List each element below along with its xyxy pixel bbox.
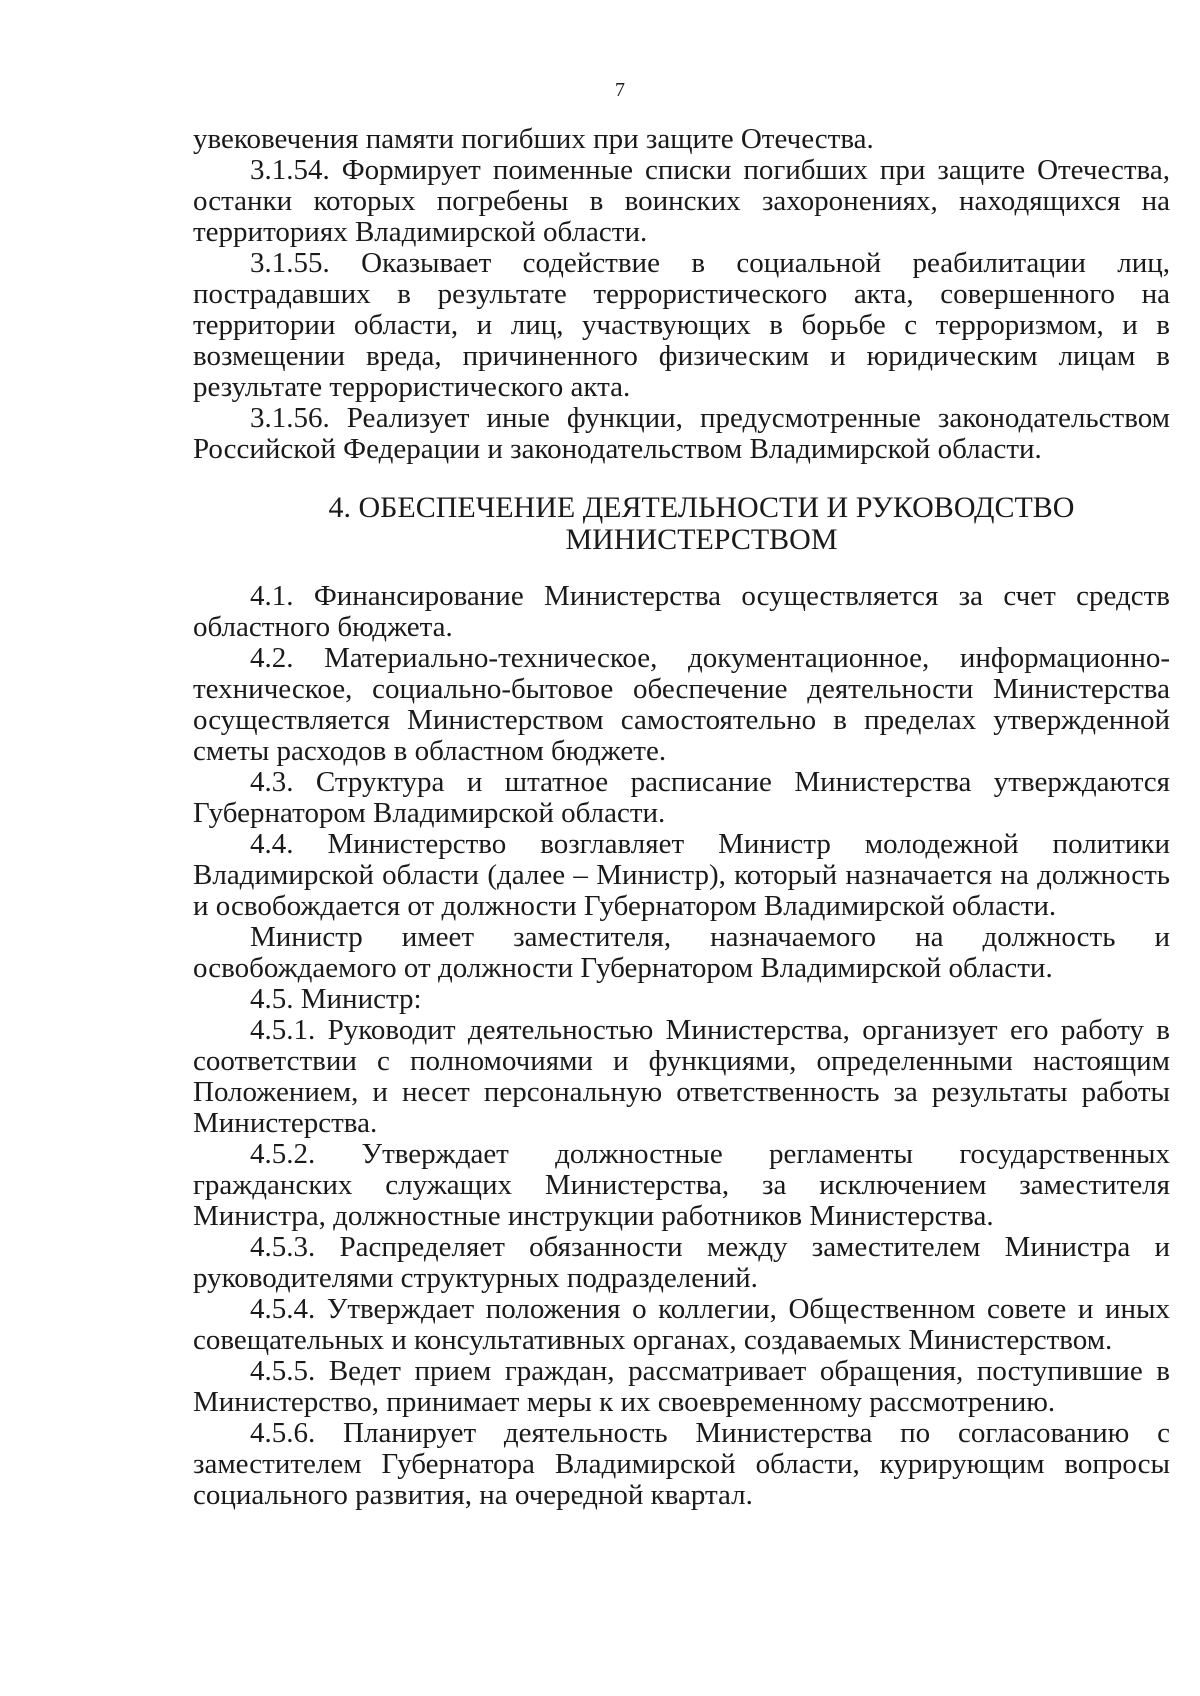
section-heading	[193, 492, 1170, 556]
document-body	[193, 124, 1170, 1511]
section-heading-line1: 4. ОБЕСПЕЧЕНИЕ ДЕЯТЕЛЬНОСТИ И РУКОВОДСТВО	[328, 491, 1075, 524]
paragraph-4-5-3: 4.5.3. Распределяет обязанности между заместителем Министра и руководителями структурных подразделений.	[193, 1231, 1170, 1294]
paragraph-4-5-4: 4.5.4. Утверждает положения о коллегии, Общественном совете и иных совещательных и консультативных органах, создаваемых Министерством.	[193, 1293, 1170, 1356]
paragraph-4-5-6: 4.5.6. Планирует деятельность Министерства по согласованию с заместителем Губернатора Владимирской области, курирующим вопросы социального развития, на очередной квартал.	[193, 1417, 1170, 1511]
section-heading-line2: МИНИСТЕРСТВОМ	[565, 523, 838, 556]
paragraph-3-1-55: 3.1.55. Оказывает содействие в социальной реабилитации лиц, пострадавших в результате террористического акта, совершенного на территории области, и лиц, участвующих в борьбе с терроризмом, и в возмещении вреда, причиненного физическим и юридическим лицам в результате террористического акта.	[193, 247, 1170, 403]
paragraph-4-5-1: 4.5.1. Руководит деятельностью Министерства, организует его работу в соответствии с полномочиями и функциями, определенными настоящим Положением, и несет персональную ответственность за результаты работы Министерства.	[193, 1014, 1170, 1139]
paragraph-4-1: 4.1. Финансирование Министерства осуществляется за счет средств областного бюджета.	[193, 580, 1170, 643]
paragraph-4-2: 4.2. Материально-техническое, документационное, информационно-техническое, социально-бытовое обеспечение деятельности Министерства осуществляется Министерством самостоятельно в пределах утвержденной сметы расходов в областном бюджете.	[193, 642, 1170, 767]
paragraph-4-4: 4.4. Министерство возглавляет Министр молодежной политики Владимирской области (далее – Министр), который назначается на должность и освобождается от должности Губернатором Владимирской области.	[193, 828, 1170, 922]
paragraph-3-1-56: 3.1.56. Реализует иные функции, предусмотренные законодательством Российской Федерации и законодательством Владимирской области.	[193, 402, 1170, 465]
page-number: 7	[615, 79, 625, 101]
paragraph-continuation: увековечения памяти погибших при защите Отечества.	[193, 123, 874, 155]
paragraph-deputy: Министр имеет заместителя, назначаемого на должность и освобождаемого от должности Губернатором Владимирской области.	[193, 921, 1170, 984]
paragraph-4-5: 4.5. Министр:	[250, 983, 422, 1015]
paragraph-4-5-2: 4.5.2. Утверждает должностные регламенты государственных гражданских служащих Министерства, за исключением заместителя Министра, должностные инструкции работников Министерства.	[193, 1138, 1170, 1232]
paragraph-4-5-5: 4.5.5. Ведет прием граждан, рассматривает обращения, поступившие в Министерство, принимает меры к их своевременному рассмотрению.	[193, 1355, 1170, 1418]
paragraph-3-1-54: 3.1.54. Формирует поименные списки погибших при защите Отечества, останки которых погребены в воинских захоронениях, находящихся на территориях Владимирской области.	[193, 154, 1170, 248]
paragraph-4-3: 4.3. Структура и штатное расписание Министерства утверждаются Губернатором Владимирской области.	[193, 766, 1170, 829]
